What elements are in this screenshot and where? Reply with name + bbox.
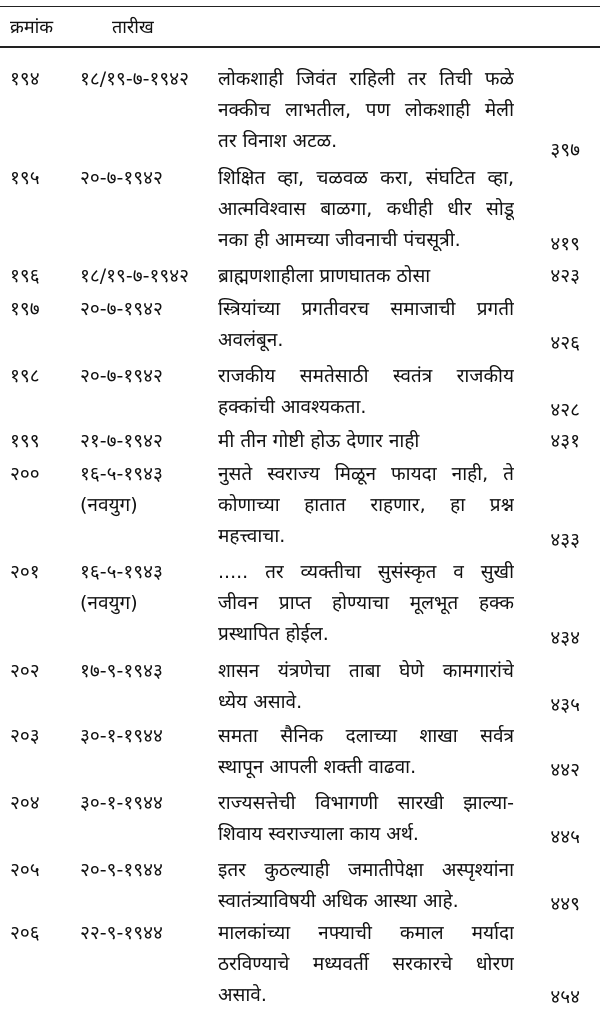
entry-title-line: स्त्रियांच्या प्रगतीवरच समाजाची प्रगती	[218, 298, 514, 320]
entry-title-line: नका ही आमच्या जीवनाची पंचसूत्री.	[218, 229, 461, 251]
page-number: ४२३	[550, 265, 580, 287]
entry-date	[80, 361, 218, 392]
entry-number: १९७	[10, 298, 40, 320]
entry-title-line: प्रस्थापित होईल.	[218, 623, 329, 645]
entry-date	[80, 163, 218, 194]
entry-number: २०५	[10, 859, 40, 881]
entry-number: १९८	[10, 365, 40, 387]
page-number: ४२८	[550, 399, 580, 421]
entry-title-line: लोकशाही जिवंत राहिली तर तिची फळे	[218, 68, 514, 90]
entry-date	[80, 721, 218, 752]
entry-number: २०२	[10, 660, 40, 682]
entry-title	[218, 426, 514, 457]
entry-title	[218, 918, 514, 1011]
entry-date	[80, 788, 218, 819]
entry-title-line: स्वातंत्र्याविषयी अधिक आस्था आहे.	[218, 890, 459, 912]
entry-date	[80, 656, 218, 687]
page-number: ४३५	[550, 694, 580, 716]
entry-date-value: २०-७-१९४२	[80, 167, 163, 189]
entry-title	[218, 361, 514, 423]
entry-date	[80, 64, 218, 95]
entry-title	[218, 656, 514, 718]
entry-title-line: ब्राह्मणशाहीला प्राणघातक ठोसा	[218, 265, 431, 287]
entry-date-value: १६-५-१९४३	[80, 463, 163, 485]
entry-title-line: राजकीय समतेसाठी स्वतंत्र राजकीय	[218, 365, 514, 387]
entry-title	[218, 788, 514, 850]
entry-title	[218, 459, 514, 552]
entry-date	[80, 261, 218, 292]
entry-title-line: ध्येय असावे.	[218, 691, 303, 713]
entry-title-line: महत्त्वाचा.	[218, 525, 286, 547]
entry-date-value: २२-९-१९४४	[80, 922, 163, 944]
page-number: ४३३	[550, 529, 580, 551]
entry-title-line: तर विनाश अटळ.	[218, 130, 338, 152]
entry-date-value: २०-९-१९४४	[80, 859, 163, 881]
entry-title-line: नक्कीच लाभतील, पण लोकशाही मेली	[218, 99, 514, 121]
entry-title	[218, 855, 514, 917]
entry-date-value: १८/१९-७-१९४२	[80, 68, 190, 90]
entry-title-line: शिक्षित व्हा, चळवळ करा, संघटित व्हा,	[218, 167, 514, 189]
header-rule	[0, 46, 600, 48]
entry-title-line: आत्मविश्वास बाळगा, कधीही धीर सोडू	[218, 198, 514, 220]
entry-number: १९९	[10, 430, 40, 452]
entry-number: २०४	[10, 792, 40, 814]
entry-title-line: ठरविण्याचे मध्यवर्ती सरकारचे धोरण	[218, 953, 514, 975]
entry-title-line: अवलंबून.	[218, 329, 284, 351]
entry-number: २०३	[10, 725, 40, 747]
entry-number: १९६	[10, 265, 40, 287]
entry-title-line: मालकांच्या नफ्याची कमाल मर्यादा	[218, 922, 514, 944]
column-header-number: क्रमांक	[10, 17, 54, 38]
entry-source-note: (नवयुग)	[80, 494, 138, 516]
page-number: ४१९	[550, 233, 580, 255]
entry-number: २०६	[10, 922, 40, 944]
entry-title-line: राज्यसत्तेची विभागणी सारखी झाल्या-	[218, 792, 514, 814]
entry-title	[218, 261, 514, 292]
entry-source-note: (नवयुग)	[80, 592, 138, 614]
entry-title	[218, 721, 514, 783]
entry-title-line: असावे.	[218, 984, 267, 1006]
column-header-date: तारीख	[112, 17, 154, 38]
entry-number: १९४	[10, 68, 40, 90]
entry-title-line: मी तीन गोष्टी होऊ देणार नाही	[218, 430, 420, 452]
entry-number: २०१	[10, 561, 40, 583]
entry-title-line: हक्कांची आवश्यकता.	[218, 396, 367, 418]
page-number: ४४९	[550, 893, 580, 915]
entry-title-line: स्थापून आपली शक्ती वाढवा.	[218, 756, 417, 778]
entry-title	[218, 294, 514, 356]
top-rule	[0, 6, 600, 7]
page-number: ४५४	[550, 986, 580, 1008]
entry-date	[80, 855, 218, 886]
entry-date	[80, 426, 218, 457]
entry-title-line: समता सैनिक दलाच्या शाखा सर्वत्र	[218, 725, 514, 747]
entry-number: २००	[10, 463, 40, 485]
entry-number: १९५	[10, 167, 40, 189]
entry-title-line: शासन यंत्रणेचा ताबा घेणे कामगारांचे	[218, 660, 514, 682]
entry-title	[218, 557, 514, 650]
page-number: ४३४	[550, 627, 580, 649]
page-number: ४४२	[550, 759, 580, 781]
entry-date-value: ३०-१-१९४४	[80, 725, 163, 747]
page-number: ४२६	[550, 332, 580, 354]
entry-title-line: नुसते स्वराज्य मिळून फायदा नाही, ते	[218, 463, 514, 485]
entry-title-line: जीवन प्राप्त होण्याचा मूलभूत हक्क	[218, 592, 514, 614]
entry-title	[218, 163, 514, 256]
entry-date	[80, 459, 218, 521]
entry-title	[218, 64, 514, 157]
entry-title-line: ..... तर व्यक्तीचा सुसंस्कृत व सुखी	[218, 561, 514, 583]
entry-date	[80, 294, 218, 325]
entry-date-value: २१-७-१९४२	[80, 430, 163, 452]
entry-date-value: ३०-१-१९४४	[80, 792, 163, 814]
entry-title-line: कोणाच्या हातात राहणार, हा प्रश्न	[218, 494, 514, 516]
entry-date-value: २०-७-१९४२	[80, 365, 163, 387]
entry-title-line: इतर कुठल्याही जमातीपेक्षा अस्पृश्यांना	[218, 859, 514, 881]
entry-date	[80, 557, 218, 619]
entry-date-value: २०-७-१९४२	[80, 298, 163, 320]
entry-date-value: १७-९-१९४३	[80, 660, 163, 682]
entry-date-value: १८/१९-७-१९४२	[80, 265, 190, 287]
entry-date	[80, 918, 218, 949]
page-number: ४३१	[550, 430, 580, 452]
page-number: ३९७	[550, 139, 580, 161]
page-number: ४४५	[550, 826, 580, 848]
entry-title-line: शिवाय स्वराज्याला काय अर्थ.	[218, 823, 419, 845]
entry-date-value: १६-५-१९४३	[80, 561, 163, 583]
